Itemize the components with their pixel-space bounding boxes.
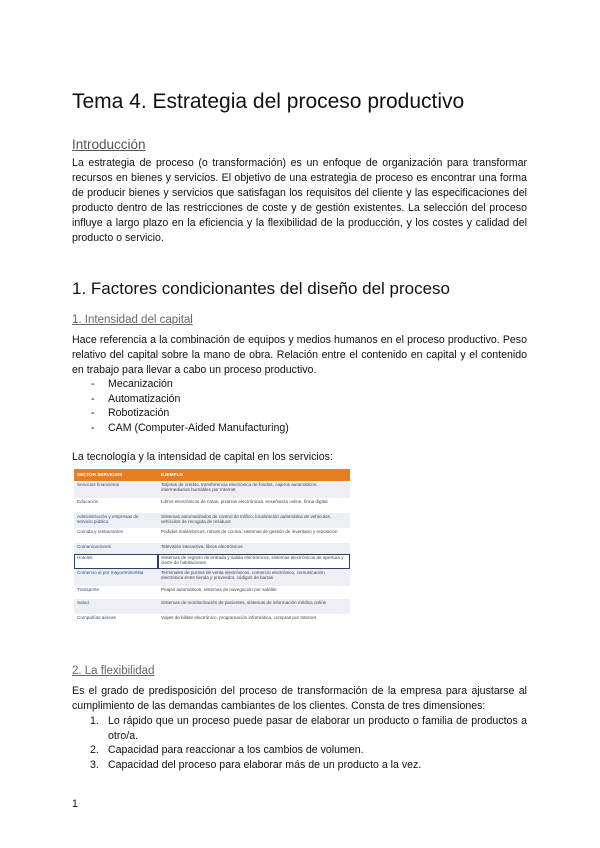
table-row xyxy=(74,586,350,599)
table-row xyxy=(74,614,350,626)
table-cell: Compañías aéreas xyxy=(77,615,116,620)
table-cell: Sistemas de monitorización de pacientes, sistemas de información médica online xyxy=(158,599,350,614)
table-cell: Tarjetas de crédito, transferencia electrónica de fondos, cajeros automáticos, intermediarios bursátiles por Internet xyxy=(158,481,350,498)
list-text: Capacidad para reaccionar a los cambios de volumen. xyxy=(108,744,364,756)
table-row xyxy=(74,569,350,586)
table-row xyxy=(74,498,350,513)
capital-intensity-heading: 1. Intensidad del capital xyxy=(72,314,193,326)
table-row xyxy=(74,481,350,498)
list-number: 2. xyxy=(90,744,99,756)
page-title: Tema 4. Estrategia del proceso productivo xyxy=(72,90,465,113)
section1-heading: 1. Factores condicionantes del diseño del proceso xyxy=(72,279,451,298)
page-number: 1 xyxy=(72,798,78,810)
list-number: 3. xyxy=(90,758,99,771)
flexibility-heading: 2. La flexibilidad xyxy=(72,665,155,677)
table-cell: Comercio al por mayor/minorista xyxy=(74,569,158,586)
flexibility-list xyxy=(72,714,527,772)
table-cell: Televisión interactiva, libros electrónicos xyxy=(158,543,350,554)
intro-heading: Introducción xyxy=(72,137,146,152)
table-caption: La tecnología y la intensidad de capital en los servicios: xyxy=(72,451,333,463)
flexibility-paragraph: Es el grado de predisposición del proceso de transformación de la empresa para ajustarse al cumplimiento de las demandas cambiantes de los clientes. Consta de tres dimensiones: xyxy=(72,685,527,712)
list-text: Capacidad del proceso para elaborar más de un producto a la vez. xyxy=(108,758,422,771)
table-cell: Educación xyxy=(77,499,99,504)
table-cell: Terminales de puntos de venta electrónicos, comercio electrónico, comunicación electrónica entre tienda y proveedor, códigos de barras xyxy=(158,569,350,586)
list-item: - Automatización xyxy=(72,392,472,407)
table-row xyxy=(74,554,350,569)
table-row xyxy=(74,513,350,528)
table-cell: Peajes automáticos, sistemas de navegación por satélite xyxy=(161,587,277,592)
table-cell: Servicios financieros xyxy=(74,481,158,498)
table-cell: Viajes de billete electrónico, programación informática, compras por Internet xyxy=(161,615,316,620)
table-cell: Sistemas automatizados de control de tráfico, localización automática de vehículos, vehículos de recogida de residuos xyxy=(158,513,350,528)
table-cell: Comunicaciones xyxy=(74,543,158,554)
table-cell: Comida y restaurantes xyxy=(77,529,124,534)
list-item: - Mecanización xyxy=(72,377,472,392)
list-item xyxy=(72,714,527,743)
table-row xyxy=(74,528,350,543)
table-cell: Libros electrónicos de notas, pizarras electrónicas, enseñanza online, firma digital xyxy=(161,499,328,504)
table-cell: Hoteles xyxy=(74,554,158,569)
intro-paragraph: La estrategia de proceso (o transformación) es un enfoque de organización para transformar recursos en bienes y servicios. El objetivo de una estrategia de proceso es encontrar una forma de producir bienes y servicios que satisfagan los requisitos del cliente y las especificaciones del producto dentro de las restricciones de coste y de gestión existentes. La selección del proceso influye a largo plazo en la eficiencia y la flexibilidad de la producción, y los costes y calidad del producto o servicio. xyxy=(72,157,527,244)
services-technology-table xyxy=(74,469,350,626)
list-item: - CAM (Computer-Aided Manufacturing) xyxy=(72,421,472,436)
list-text: Lo rápido que un proceso puede pasar de elaborar un producto o familia de productos a otro/a. xyxy=(108,715,527,742)
list-number: 1. xyxy=(90,715,99,727)
table-row xyxy=(74,599,350,614)
capital-intensity-list xyxy=(72,377,472,435)
table-row xyxy=(74,543,350,554)
table-cell: Salud xyxy=(74,599,158,614)
table-cell: Transporte xyxy=(77,587,100,592)
table-cell: Sistemas de registro de entrada y salida electrónicos, sistemas electrónicos de apertura y cierre de habitaciones xyxy=(158,554,350,569)
table-cell: Pedidos inalámbricos, robots de cocina, sistemas de gestión de inventario y reposición xyxy=(161,529,338,534)
table-cell: Administración y empresas de servicio público xyxy=(74,513,158,528)
list-item xyxy=(72,743,527,758)
table-header-cell: SECTOR SERVICIOS xyxy=(74,469,158,481)
list-item: - Robotización xyxy=(72,406,472,421)
list-item xyxy=(72,758,527,773)
capital-intensity-paragraph: Hace referencia a la combinación de equipos y medios humanos en el proceso productivo. Peso relativo del capital sobre la mano de obra. Relación entre el contenido en capital y el contenido en trabajo para llevar a cabo un proceso productivo. xyxy=(72,334,527,376)
table-header-row xyxy=(74,469,350,481)
table-header-cell: EJEMPLO xyxy=(158,469,350,481)
